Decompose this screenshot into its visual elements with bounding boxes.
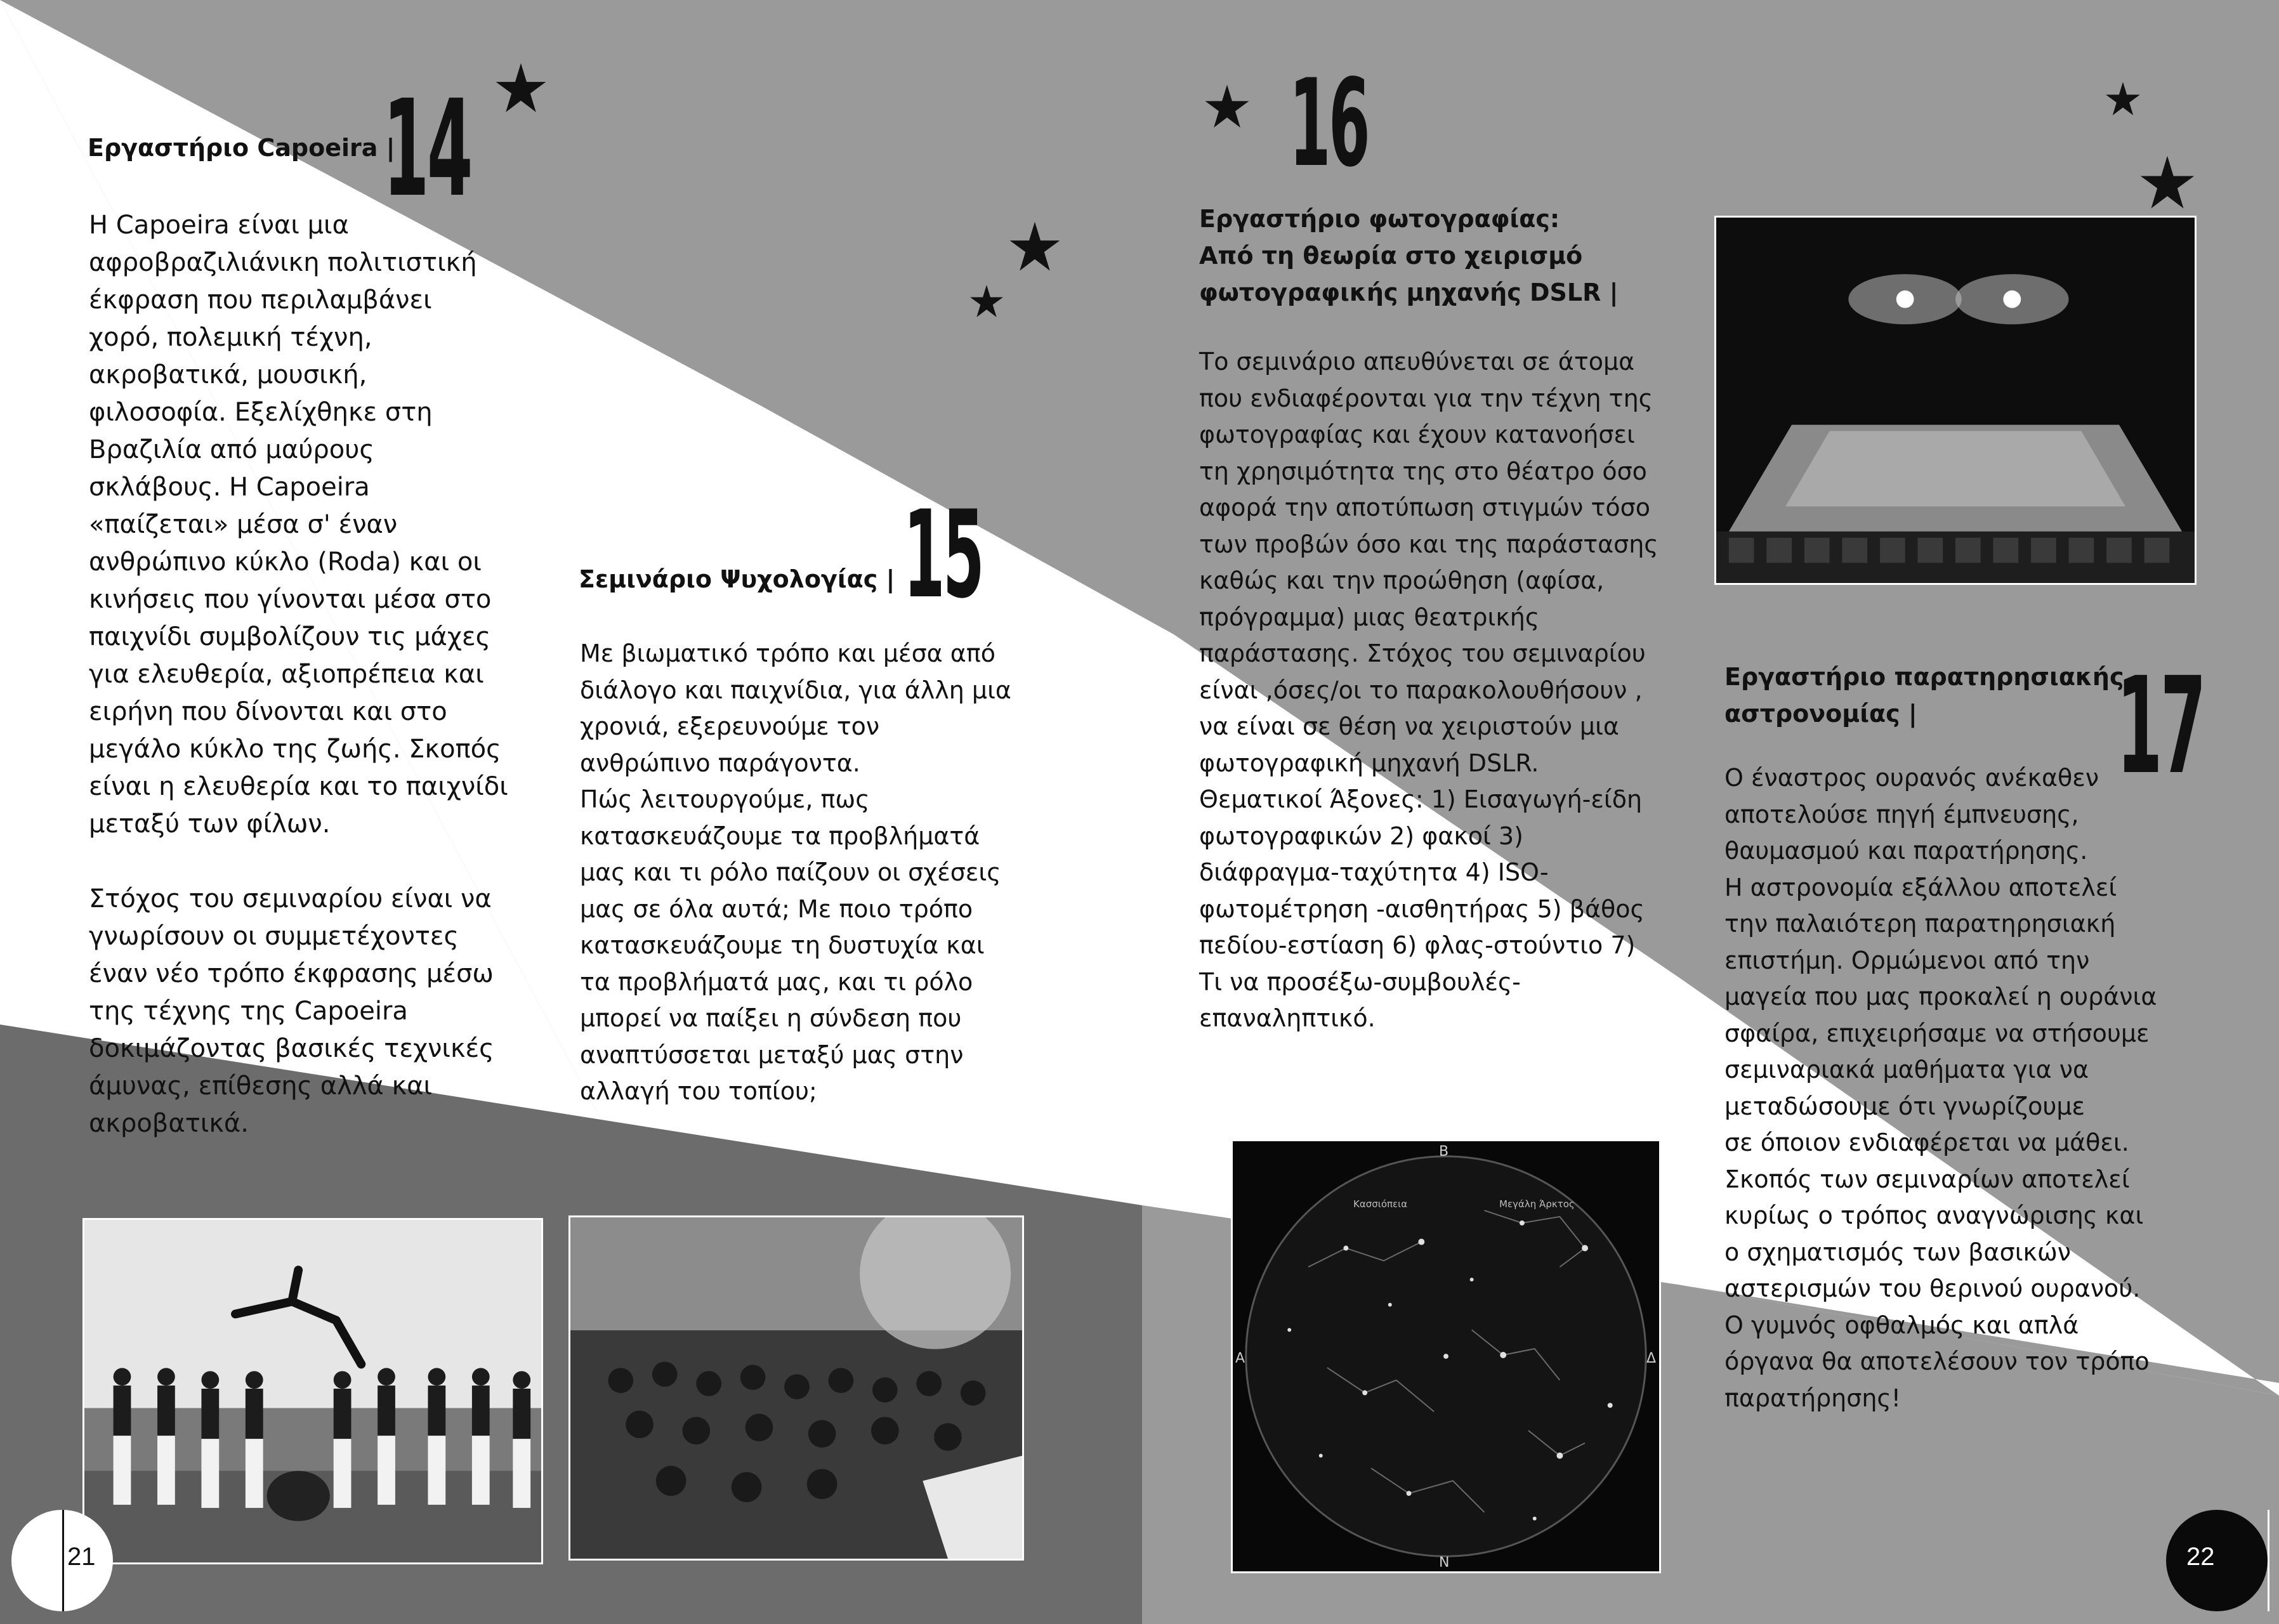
star-icon: [2105, 81, 2141, 117]
section-title-astronomy: [1724, 658, 2124, 732]
star-icon: [969, 284, 1004, 318]
page-number-divider-right: [2268, 1510, 2269, 1611]
star-icon: [1009, 221, 1061, 273]
section-body-astronomy: Ο έναστρος ουρανός ανέκαθεν αποτελούσε πηγή έμπνευσης, θαυμασμού και παρατήρησης. Η αστρονομία εξάλλου αποτελεί την παλαιότερη παρατηρησιακή επιστήμη. Ορμώμενοι από την μαγεία που μας προκαλεί η ουράνια σφαίρα, επιχειρήσαμε να στήσουμε σεμιναριακά μαθήματα για να μεταδώσουμε ότι γνωρίζουμε σε όποιον ενδιαφέρεται να μάθει. Σκοπός των σεμιναρίων αποτελεί κυρίως ο τρόπος αναγνώρισης και ο σχηματισμός των βασικών αστερισμών του θερινού ουρανού. Ο γυμνός οφθαλμός και απλά όργανα θα αποτελέσουν τον τρόπο παρατήρησης!: [1724, 764, 2157, 1412]
star-chart-label-south: Ν: [1439, 1555, 1450, 1571]
star-chart-label-north: Β: [1439, 1144, 1449, 1160]
section-title-photography: [1199, 200, 1618, 311]
title-line: Εργαστήριο παρατηρησιακής: [1724, 663, 2124, 691]
title-line: Από τη θεωρία στο χειρισμό: [1199, 242, 1583, 270]
star-icon: [495, 62, 547, 114]
photo-psychology-group: [568, 1215, 1024, 1561]
photo-star-chart: [1231, 1139, 1661, 1573]
title-line: Εργαστήριο φωτογραφίας:: [1199, 205, 1560, 233]
section-number-17: 17: [2117, 648, 2205, 804]
title-line: αστρονομίας |: [1724, 700, 1917, 728]
photo-theatre-stage: [1714, 216, 2197, 585]
section-title-psychology: Σεμινάριο Ψυχολογίας |: [579, 565, 895, 593]
star-chart-label-west: Δ: [1646, 1351, 1657, 1366]
section-body-photography: Το σεμινάριο απευθύνεται σε άτομα που ενδιαφέρονται για την τέχνη της φωτογραφίας και έχουν κατανοήσει τη χρησιμότητα της στο θέατρο όσο αφορά την αποτύπωση στιγμών τόσο των προβών όσο και της παράστασης καθώς και την προώθηση (αφίσα, πρόγραμμα) μιας θεατρικής παράστασης. Στόχος του σεμιναρίου είναι ,όσες/οι το παρακολουθήσουν , να είναι σε θέση να χειριστούν μια φωτογραφική μηχανή DSLR. Θεματικοί Άξονες: 1) Εισαγωγή-είδη φωτογραφικών 2) φακοί 3) διάφραγμα-ταχύτητα 4) ISO- φωτομέτρηση -αισθητήρας 5) βάθος πεδίου-εστίαση 6) φλας-στούντιο 7) Τι να προσέξω-συμβουλές- επαναληπτικό.: [1199, 348, 1658, 1032]
page-number-right: 22: [2186, 1543, 2215, 1571]
star-icon: [1204, 84, 1250, 129]
star-chart-label-ursa-major: Μεγάλη Άρκτος: [1499, 1198, 1575, 1210]
star-icon: [2139, 155, 2195, 211]
star-chart-label-east: Α: [1235, 1351, 1245, 1366]
star-chart-label-cassiopeia: Κασσιόπεια: [1353, 1198, 1408, 1210]
section-title-capoeira: Εργαστήριο Capoeira |: [88, 134, 395, 162]
title-line: φωτογραφικής μηχανής DSLR |: [1199, 278, 1619, 306]
photo-capoeira: [82, 1218, 543, 1564]
page-number-left: 21: [67, 1543, 96, 1571]
section-number-15: 15: [903, 485, 983, 625]
page-number-divider-left: [62, 1510, 64, 1611]
page-number-badge-right: [2166, 1510, 2268, 1611]
section-number-14: 14: [383, 71, 471, 226]
section-body-capoeira: Η Capoeira είναι μια αφροβραζιλιάνικη πολιτιστική έκφραση που περιλαμβάνει χορό, πολεμική τέχνη, ακροβατικά, μουσική, φιλοσοφία. Εξελίχθηκε στη Βραζιλία από μαύρους σκλάβους. Η Capoeira «παίζεται» μέσα σ' έναν ανθρώπινο κύκλο (Roda) και οι κινήσεις που γίνονται μέσα στο παιχνίδι συμβολίζουν τις μάχες για ελευθερία, αξιοπρέπεια και ειρήνη που δίνονται και στο μεγάλο κύκλο της ζωής. Σκοπός είναι η ελευθερία και το παιχνίδι μεταξύ των φίλων. Στόχος του σεμιναρίου είναι να γνωρίσουν οι συμμετέχοντες έναν νέο τρόπο έκφρασης μέσω της τέχνης της Capoeira δοκιμάζοντας βασικές τεχνικές άμυνας, επίθεσης αλλά και ακροβατικά.: [89, 211, 508, 1138]
section-body-psychology: Με βιωματικό τρόπο και μέσα από διάλογο και παιχνίδια, για άλλη μια χρονιά, εξερευνούμε τον ανθρώπινο παράγοντα. Πώς λειτουργούμε, πως κατασκευάζουμε τα προβλήματά μας και τι ρόλο παίζουν οι σχέσεις μας σε όλα αυτά; Με ποιο τρόπο κατασκευάζουμε τη δυστυχία και τα προβλήματά μας, και τι ρόλο μπορεί να παίξει η σύνδεση που αναπτύσσεται μεταξύ μας στην αλλαγή του τοπίου;: [580, 639, 1011, 1105]
section-number-16: 16: [1289, 53, 1369, 193]
